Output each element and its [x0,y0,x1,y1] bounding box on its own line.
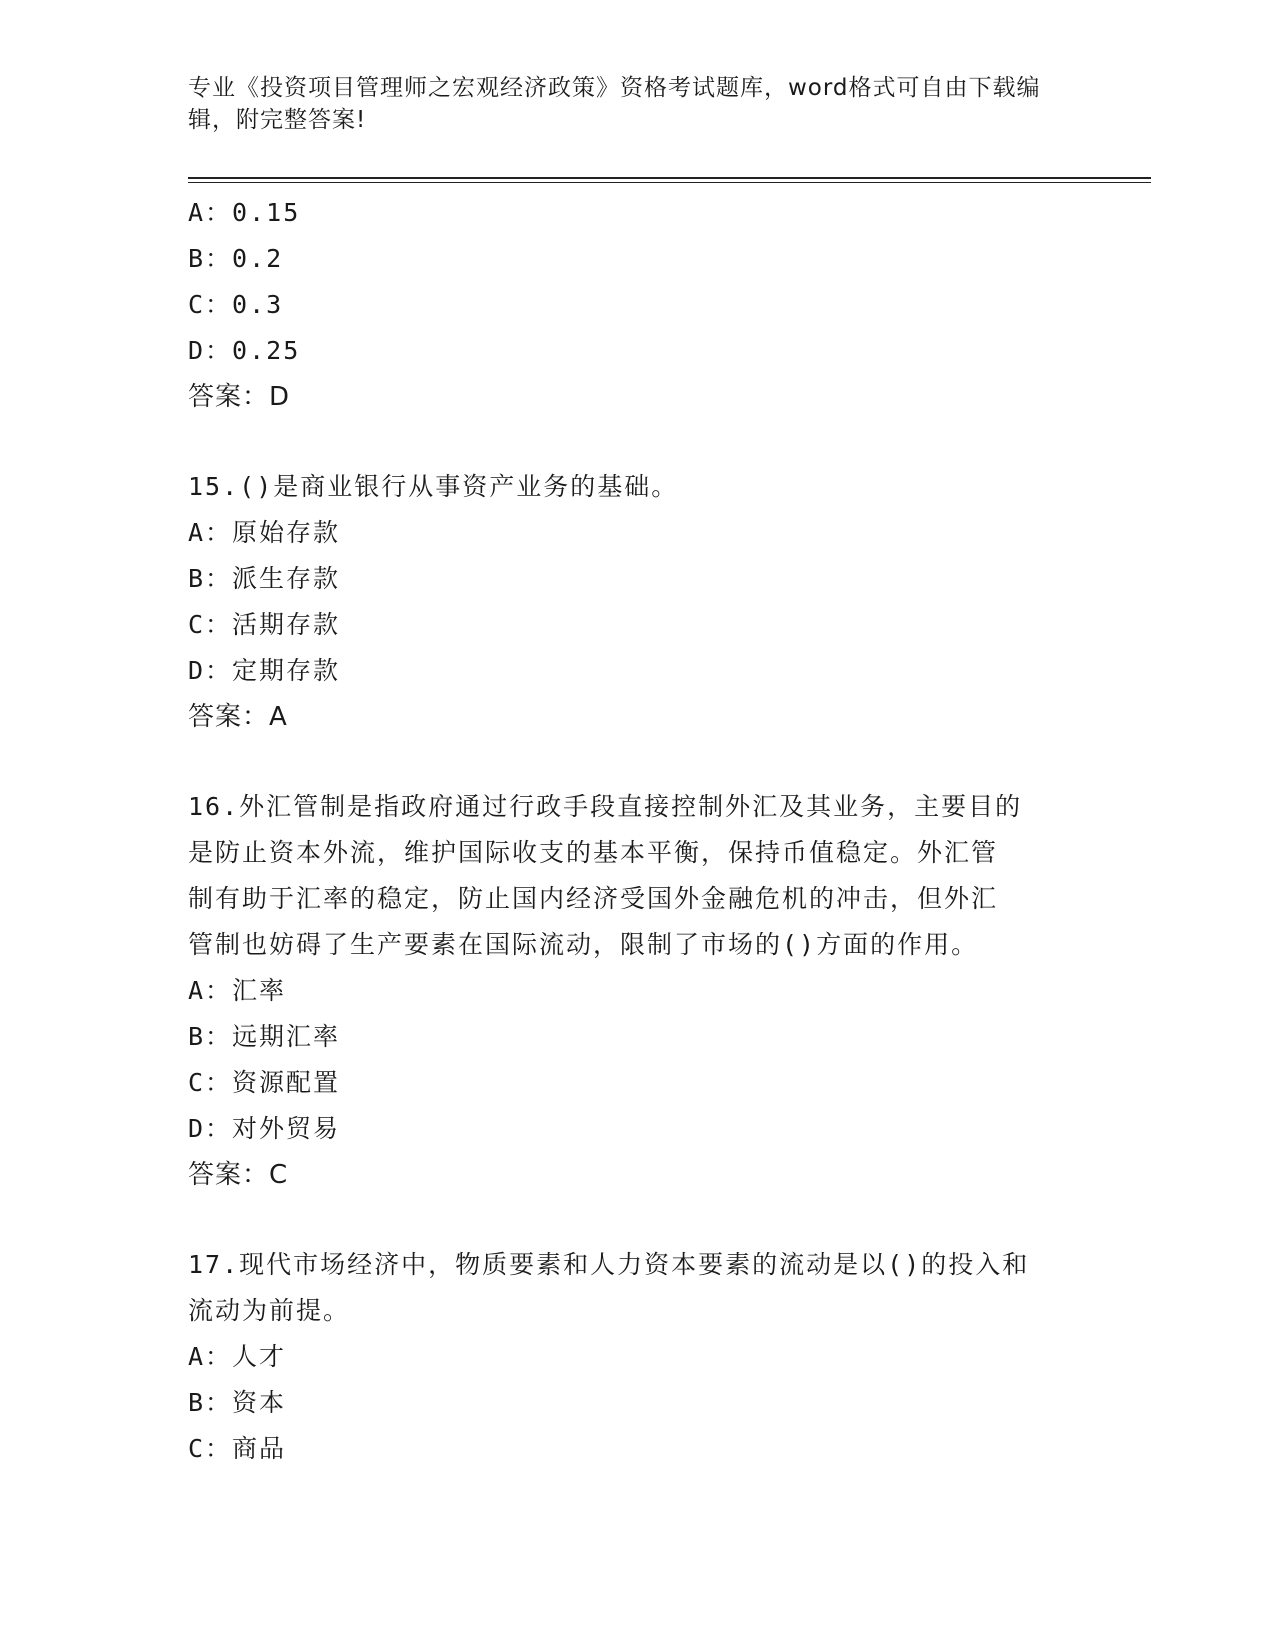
option-c: C：资源配置 [188,1068,341,1097]
option-d: D：定期存款 [188,656,341,685]
question-stem-line-4: 管制也妨碍了生产要素在国际流动，限制了市场的()方面的作用。 [188,930,979,959]
header-line-2: 辑，附完整答案! [188,107,367,133]
option-d: D：对外贸易 [188,1114,341,1143]
option-c: C：0.3 [188,290,284,319]
question-16 [188,784,1088,1198]
option-d: D：0.25 [188,336,301,365]
question-14-tail [188,190,1088,420]
header-line-1: 专业《投资项目管理师之宏观经济政策》资格考试题库，word格式可自由下载编 [188,75,1041,101]
question-15 [188,464,1088,740]
question-stem-line-2: 是防止资本外流，维护国际收支的基本平衡，保持币值稳定。外汇管 [188,838,999,867]
option-b: B：资本 [188,1388,287,1417]
question-stem-line-1: 17.现代市场经济中，物质要素和人力资本要素的流动是以()的投入和 [188,1250,1030,1279]
header-rule-thin [188,182,1151,183]
question-stem-line-3: 制有助于汇率的稳定，防止国内经济受国外金融危机的冲击，但外汇 [188,884,999,913]
answer: 答案：D [188,382,291,412]
question-stem-line-2: 流动为前提。 [188,1296,351,1325]
option-b: B：远期汇率 [188,1022,341,1051]
option-a: A：原始存款 [188,518,341,547]
document-header [188,72,1068,136]
option-b: B：派生存款 [188,564,341,593]
option-c: C：商品 [188,1434,287,1463]
spacer [188,1198,1088,1242]
question-stem: 15.()是商业银行从事资产业务的基础。 [188,472,679,501]
option-a: A：汇率 [188,976,287,1005]
option-c: C：活期存款 [188,610,341,639]
question-list [188,190,1088,1472]
option-a: A：人才 [188,1342,287,1371]
answer: 答案：A [188,702,288,732]
option-b: B：0.2 [188,244,284,273]
option-a: A：0.15 [188,198,301,227]
spacer [188,420,1088,464]
answer: 答案：C [188,1160,289,1190]
spacer [188,740,1088,784]
question-stem-line-1: 16.外汇管制是指政府通过行政手段直接控制外汇及其业务，主要目的 [188,792,1023,821]
question-17 [188,1242,1088,1472]
header-rule-thick [188,177,1151,179]
